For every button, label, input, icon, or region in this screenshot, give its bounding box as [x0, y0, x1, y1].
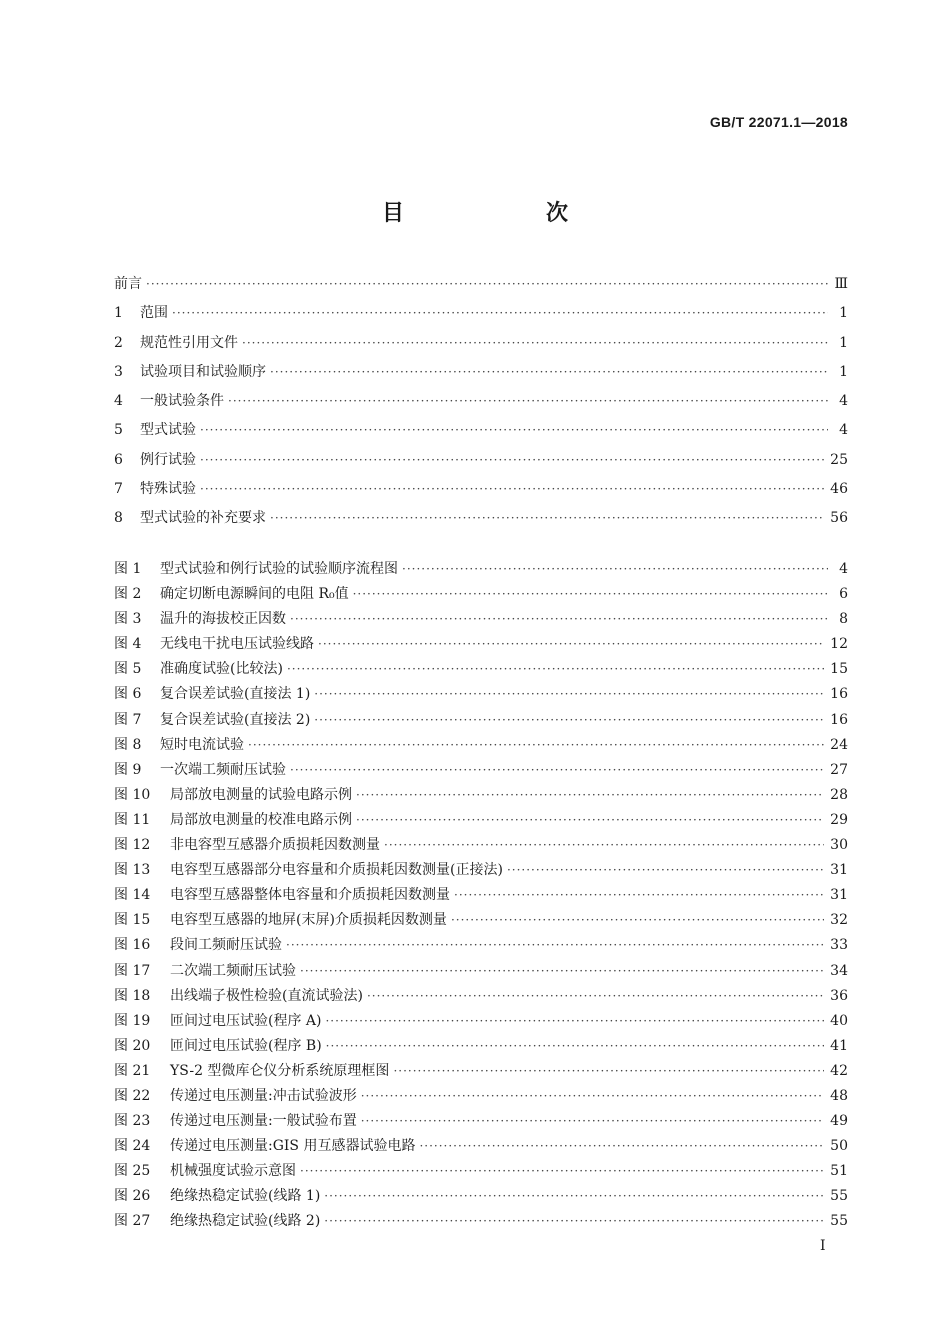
figure-entry-page: 31: [830, 862, 848, 879]
dot-leader: [402, 562, 828, 576]
figure-entry[interactable]: [114, 1210, 848, 1235]
dot-leader: [451, 913, 824, 927]
figure-entry[interactable]: [114, 834, 848, 859]
toc-entry-label: 范围: [140, 305, 168, 322]
figure-entry-number: 图 16: [114, 937, 151, 954]
toc-entry-page: 46: [830, 481, 848, 498]
dot-leader: [356, 788, 824, 802]
figure-entry[interactable]: [114, 658, 848, 683]
figure-entry-label: 传递过电压测量:GIS 用互感器试验电路: [170, 1138, 416, 1155]
dot-leader: [300, 964, 824, 978]
figure-entry-number: 图 9: [114, 761, 142, 778]
figure-entry-label: 匝间过电压试验(程序 A): [170, 1012, 322, 1029]
figure-entry-label: YS-2 型微库仑仪分析系统原理框图: [170, 1062, 390, 1079]
figure-entry[interactable]: [114, 683, 848, 708]
toc-entry[interactable]: [114, 419, 848, 448]
figure-entry[interactable]: [114, 633, 848, 658]
figure-entry-label: 无线电干扰电压试验线路: [160, 636, 314, 653]
section-list: [114, 273, 848, 537]
toc-entry[interactable]: [114, 390, 848, 419]
dot-leader: [270, 511, 824, 525]
dot-leader: [228, 394, 828, 408]
figure-entry-page: 55: [830, 1213, 848, 1230]
dot-leader: [384, 838, 824, 852]
toc-entry-page: 1: [839, 305, 848, 322]
figure-entry[interactable]: [114, 1110, 848, 1135]
dot-leader: [361, 1114, 824, 1128]
figure-entry-label: 二次端工频耐压试验: [170, 962, 296, 979]
figure-entry-number: 图 23: [114, 1113, 151, 1130]
figure-entry-label: 传递过电压测量:冲击试验波形: [170, 1087, 357, 1104]
toc-entry-page: 1: [839, 334, 848, 351]
figure-entry-page: 16: [830, 686, 848, 703]
figure-entry[interactable]: [114, 1010, 848, 1035]
figure-entry-page: 49: [830, 1113, 848, 1130]
figure-entry-page: 30: [830, 837, 848, 854]
figure-entry[interactable]: [114, 709, 848, 734]
dot-leader: [361, 1089, 824, 1103]
figure-list: [114, 558, 848, 1236]
figure-entry-number: 图 15: [114, 912, 151, 929]
figure-entry-number: 图 17: [114, 962, 151, 979]
toc-entry-page: 56: [830, 510, 848, 527]
figure-entry-label: 出线端子极性检验(直流试验法): [170, 987, 363, 1004]
toc-entry-page: Ⅲ: [834, 276, 848, 292]
figure-entry-page: 28: [830, 786, 848, 803]
figure-entry-label: 准确度试验(比较法): [160, 661, 283, 678]
figure-entry[interactable]: [114, 934, 848, 959]
toc-entry-page: 1: [839, 363, 848, 380]
figure-entry-number: 图 19: [114, 1012, 151, 1029]
figure-entry-number: 图 7: [114, 711, 142, 728]
dot-leader: [324, 1214, 824, 1228]
figure-entry-page: 36: [830, 987, 848, 1004]
figure-entry-number: 图 4: [114, 636, 142, 653]
figure-entry-number: 图 8: [114, 736, 142, 753]
figure-entry[interactable]: [114, 859, 848, 884]
dot-leader: [454, 888, 824, 902]
figure-entry-label: 绝缘热稳定试验(线路 2): [170, 1213, 321, 1230]
dot-leader: [367, 989, 824, 1003]
figure-entry-number: 图 2: [114, 586, 142, 603]
figure-entry-number: 图 21: [114, 1062, 151, 1079]
figure-entry-number: 图 10: [114, 786, 151, 803]
toc-entry[interactable]: [114, 478, 848, 507]
figure-entry-label: 电容型互感器部分电容量和介质损耗因数测量(正接法): [170, 862, 503, 879]
figure-entry[interactable]: [114, 985, 848, 1010]
figure-entry-number: 图 27: [114, 1213, 151, 1230]
figure-entry-number: 图 6: [114, 686, 142, 703]
toc-entry-number: 2: [114, 334, 123, 351]
figure-entry-number: 图 14: [114, 887, 151, 904]
figure-entry-number: 图 24: [114, 1138, 151, 1155]
figure-entry-label: 非电容型互感器介质损耗因数测量: [170, 837, 380, 854]
figure-entry-number: 图 18: [114, 987, 151, 1004]
dot-leader: [356, 813, 824, 827]
toc-entry[interactable]: [114, 302, 848, 331]
dot-leader: [326, 1039, 825, 1053]
toc-entry-page: 25: [830, 451, 848, 468]
toc-entry-label: 一般试验条件: [140, 393, 224, 410]
toc-entry-number: 7: [114, 481, 123, 498]
page-title: 目 次: [381, 200, 628, 226]
dot-leader: [314, 687, 824, 701]
toc-entry-number: 3: [114, 363, 123, 380]
toc-entry-page: 4: [839, 422, 848, 439]
figure-entry-number: 图 22: [114, 1087, 151, 1104]
figure-entry-number: 图 5: [114, 661, 142, 678]
figure-entry[interactable]: [114, 1060, 848, 1085]
figure-entry[interactable]: [114, 1135, 848, 1160]
figure-entry[interactable]: [114, 809, 848, 834]
dot-leader: [200, 423, 828, 437]
figure-entry[interactable]: [114, 884, 848, 909]
figure-entry[interactable]: [114, 558, 848, 583]
figure-entry-page: 12: [830, 636, 848, 653]
figure-entry[interactable]: [114, 1085, 848, 1110]
dot-leader: [353, 587, 828, 601]
dot-leader: [290, 612, 828, 626]
figure-entry-number: 图 11: [114, 811, 151, 828]
figure-entry[interactable]: [114, 583, 848, 608]
figure-entry-label: 一次端工频耐压试验: [160, 761, 286, 778]
toc-entry-foreword[interactable]: [114, 273, 848, 302]
figure-entry[interactable]: [114, 1185, 848, 1210]
figure-entry-page: 41: [830, 1037, 848, 1054]
figure-entry-page: 16: [830, 711, 848, 728]
toc-entry-label: 型式试验的补充要求: [140, 510, 266, 527]
figure-entry-label: 型式试验和例行试验的试验顺序流程图: [160, 561, 398, 577]
figure-entry-label: 温升的海拔校正因数: [160, 611, 286, 628]
figure-entry-label: 绝缘热稳定试验(线路 1): [170, 1188, 321, 1205]
dot-leader: [393, 1064, 824, 1078]
figure-entry-page: 27: [830, 761, 848, 778]
figure-entry-page: 29: [830, 811, 848, 828]
figure-entry[interactable]: [114, 608, 848, 633]
dot-leader: [286, 938, 824, 952]
toc-entry-number: 4: [114, 393, 123, 410]
dot-leader: [172, 306, 828, 320]
figure-entry-page: 55: [830, 1188, 848, 1205]
toc-entry-page: 4: [839, 393, 848, 410]
toc-entry-label: 型式试验: [140, 422, 196, 439]
figure-entry[interactable]: [114, 734, 848, 759]
figure-entry-page: 42: [830, 1062, 848, 1079]
figure-entry-label: 电容型互感器的地屏(末屏)介质损耗因数测量: [170, 912, 447, 929]
toc-entry-label: 例行试验: [140, 451, 196, 468]
figure-entry-number: 图 3: [114, 611, 142, 628]
dot-leader: [146, 277, 828, 291]
toc-entry[interactable]: [114, 507, 848, 536]
figure-entry-page: 24: [830, 736, 848, 753]
figure-entry-page: 33: [830, 937, 848, 954]
figure-entry-number: 图 13: [114, 862, 151, 879]
figure-entry-label: 复合误差试验(直接法 1): [160, 686, 311, 703]
dot-leader: [248, 738, 824, 752]
dot-leader: [242, 336, 828, 350]
figure-entry-page: 8: [839, 611, 848, 628]
figure-entry-label: 复合误差试验(直接法 2): [160, 711, 311, 728]
figure-entry-number: 图 1: [114, 561, 142, 577]
toc-entry-label: 规范性引用文件: [140, 334, 238, 351]
dot-leader: [324, 1189, 824, 1203]
figure-entry-label: 确定切断电源瞬间的电阻 R₀值: [160, 586, 349, 603]
figure-entry[interactable]: [114, 784, 848, 809]
figure-entry-page: 6: [839, 586, 848, 603]
toc-entry-label: 试验项目和试验顺序: [140, 363, 266, 380]
dot-leader: [325, 1014, 824, 1028]
figure-entry-page: 48: [830, 1087, 848, 1104]
toc-entry-number: 5: [114, 422, 123, 439]
figure-entry-label: 传递过电压测量:一般试验布置: [170, 1113, 357, 1130]
dot-leader: [270, 365, 828, 379]
figure-entry-page: 34: [830, 962, 848, 979]
dot-leader: [200, 453, 824, 467]
figure-entry-number: 图 12: [114, 837, 151, 854]
figure-entry-page: 4: [839, 561, 848, 577]
figure-entry-page: 31: [830, 887, 848, 904]
toc-entry[interactable]: [114, 332, 848, 361]
figure-entry-page: 40: [830, 1012, 848, 1029]
figure-entry-number: 图 26: [114, 1188, 151, 1205]
dot-leader: [200, 482, 824, 496]
figure-entry-label: 电容型互感器整体电容量和介质损耗因数测量: [170, 887, 450, 904]
figure-entry-page: 15: [830, 661, 848, 678]
figure-entry-label: 机械强度试验示意图: [170, 1163, 296, 1180]
figure-entry-page: 50: [830, 1138, 848, 1155]
figure-entry[interactable]: [114, 909, 848, 934]
toc-entry-number: 8: [114, 510, 123, 527]
figure-entry-number: 图 25: [114, 1163, 151, 1180]
toc-entry[interactable]: [114, 361, 848, 390]
figure-entry[interactable]: [114, 1160, 848, 1185]
toc-entry[interactable]: [114, 449, 848, 478]
figure-entry[interactable]: [114, 759, 848, 784]
figure-entry-number: 图 20: [114, 1037, 151, 1054]
figure-entry-label: 局部放电测量的校准电路示例: [170, 811, 352, 828]
figure-entry-label: 短时电流试验: [160, 736, 244, 753]
figure-entry-label: 匝间过电压试验(程序 B): [170, 1037, 322, 1054]
figure-entry-page: 51: [830, 1163, 848, 1180]
page-number: I: [820, 1238, 826, 1254]
figure-entry[interactable]: [114, 960, 848, 985]
toc-entry-number: 1: [114, 305, 123, 322]
dot-leader: [290, 763, 824, 777]
dot-leader: [300, 1164, 824, 1178]
figure-entry[interactable]: [114, 1035, 848, 1060]
figure-entry-label: 段间工频耐压试验: [170, 937, 282, 954]
standard-code: GB/T 22071.1—2018: [709, 114, 848, 130]
toc-entry-label: 前言: [114, 276, 142, 292]
dot-leader: [507, 863, 824, 877]
dot-leader: [419, 1139, 824, 1153]
toc-entry-label: 特殊试验: [140, 481, 196, 498]
dot-leader: [314, 713, 824, 727]
dot-leader: [287, 662, 824, 676]
dot-leader: [318, 637, 824, 651]
toc-entry-number: 6: [114, 451, 123, 468]
figure-entry-label: 局部放电测量的试验电路示例: [170, 786, 352, 803]
figure-entry-page: 32: [830, 912, 848, 929]
